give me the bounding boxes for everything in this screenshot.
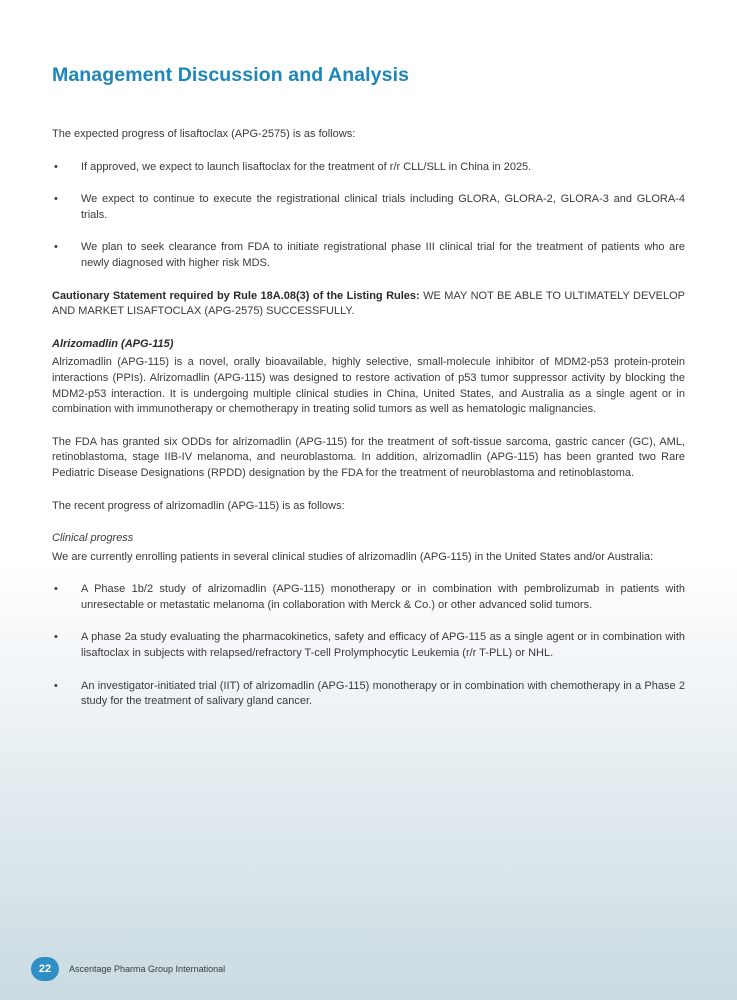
bullet-icon: •	[54, 631, 58, 644]
page-number-badge: 22	[31, 957, 59, 981]
page-title: Management Discussion and Analysis	[52, 64, 410, 86]
list-item-text: We expect to continue to execute the registrational clinical trials including GLORA, GLORA-2, GLORA-3 and GLORA-4 trials.	[81, 193, 685, 221]
list-item	[52, 240, 685, 271]
clinical-progress-intro: We are currently enrolling patients in several clinical studies of alrizomadlin (APG-115) in the United States and/or Australia:	[52, 550, 654, 563]
section-heading-alrizomadlin: Alrizomadlin (APG-115)	[52, 337, 174, 350]
alrizomadlin-progress-intro: The recent progress of alrizomadlin (APG-115) is as follows:	[52, 499, 345, 512]
main-content	[52, 127, 685, 710]
list-item	[52, 630, 685, 661]
list-item	[52, 582, 685, 613]
list-item-text: A phase 2a study evaluating the pharmacokinetics, safety and efficacy of APG-115 as a single agent or in combination with lisaftoclax in subjects with relapsed/refractory T-cell Prolymphocytic Leukemia (r/r T-PLL) or NHL.	[81, 631, 685, 660]
list-item-text: A Phase 1b/2 study of alrizomadlin (APG-115) monotherapy or in combination with pembrolizumab in patients with unresectable or metastatic melanoma (in collaboration with Merck & Co.) or other advanced solid tumors.	[81, 583, 685, 611]
list-item-text: We plan to seek clearance from FDA to initiate registrational phase III clinical trial for the treatment of patients who are newly diagnosed with higher risk MDS.	[81, 241, 685, 269]
list-item-text: If approved, we expect to launch lisaftoclax for the treatment of r/r CLL/SLL in China in 2025.	[81, 160, 532, 173]
bullet-icon: •	[54, 241, 58, 254]
lisaftoclax-intro: The expected progress of lisaftoclax (APG-2575) is as follows:	[52, 128, 356, 140]
company-name: Ascentage Pharma Group International	[69, 964, 226, 974]
page-footer	[31, 957, 225, 981]
list-item	[52, 679, 685, 710]
alrizomadlin-designations: The FDA has granted six ODDs for alrizomadlin (APG-115) for the treatment of soft-tissue sarcoma, gastric cancer (GC), AML, retinoblastoma, stage IIB-IV melanoma, and neuroblastoma. In addition, alrizomadlin (APG-115) has been granted two Rare Pediatric Disease Designations (RPDD) designation by the FDA for the treatment of neuroblastoma and retinoblastoma.	[52, 435, 685, 479]
list-item-text: An investigator-initiated trial (IIT) of alrizomadlin (APG-115) monotherapy or in combination with chemotherapy in a Phase 2 study for the treatment of salivary gland cancer.	[81, 679, 685, 708]
cautionary-label: Cautionary Statement required by Rule 18A.08(3) of the Listing Rules:	[52, 289, 420, 302]
bullet-icon: •	[54, 679, 58, 692]
bullet-icon: •	[54, 160, 58, 173]
clinical-progress-heading: Clinical progress	[52, 532, 134, 545]
list-item	[52, 192, 685, 223]
cautionary-text: WE MAY NOT BE ABLE TO ULTIMATELY DEVELOP AND MARKET LISAFTOCLAX (APG-2575) SUCCESSFULLY.	[52, 289, 686, 318]
alrizomadlin-description: Alrizomadlin (APG-115) is a novel, orally bioavailable, highly selective, small-molecule inhibitor of MDM2-p53 protein-protein interactions (PPIs). Alrizomadlin (APG-115) was designed to restore activation of p53 tumor suppressor activity by blocking the MDM2-p53 interaction. It is undergoing multiple clinical studies in China, United States, and Australia as a single agent or in combination with immunotherapy or chemotherapy in treating solid tumors as well as hematologic malignancies.	[52, 356, 685, 416]
bullet-icon: •	[54, 583, 58, 596]
list-item	[52, 160, 685, 176]
bullet-icon: •	[54, 193, 58, 206]
cautionary-statement	[52, 289, 685, 320]
